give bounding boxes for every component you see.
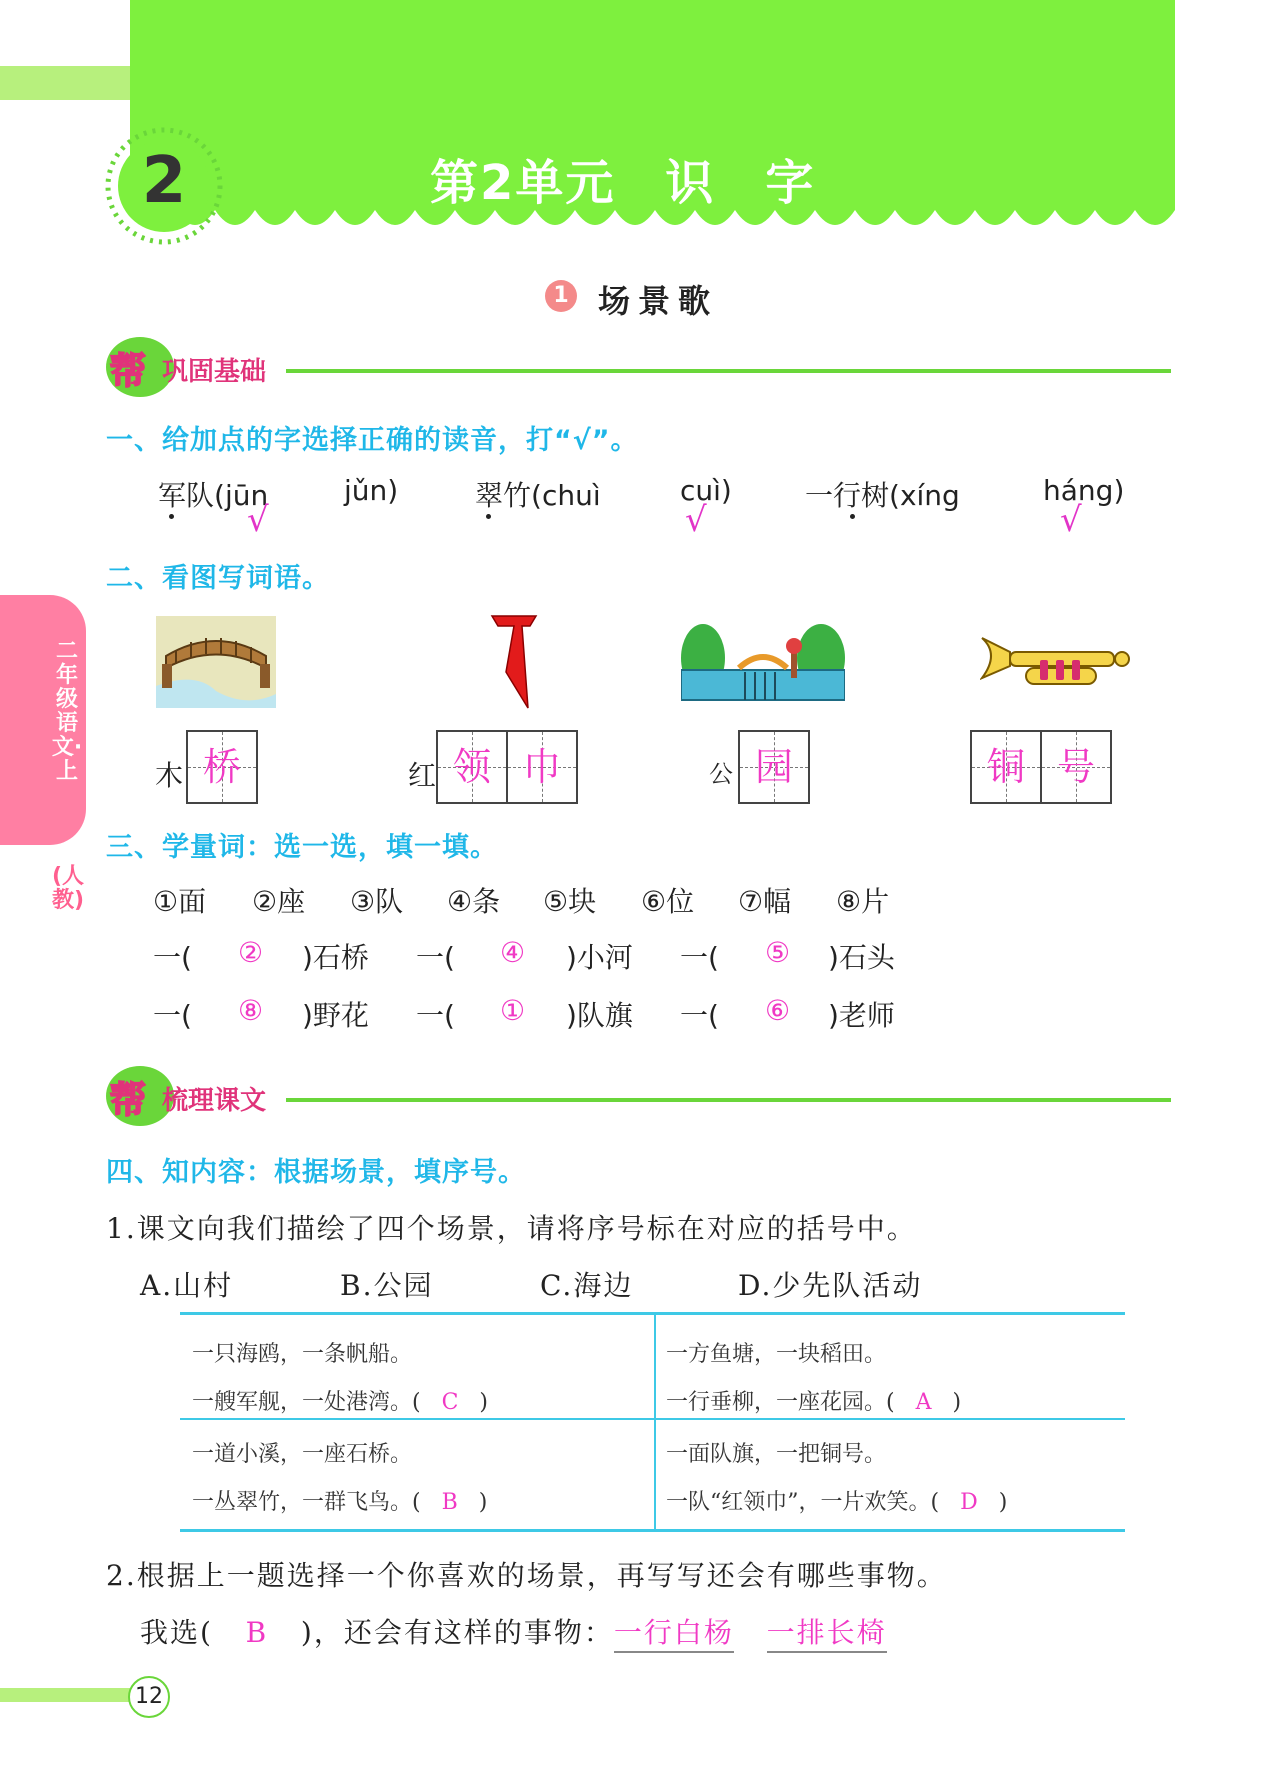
- section-bang-char: 帮: [110, 351, 147, 392]
- grid-cell[interactable]: 巾: [506, 732, 576, 802]
- scene-table: [180, 1312, 1125, 1532]
- grade-label: 二年级语文·上: [51, 639, 83, 784]
- word-prefix: 红: [408, 759, 437, 792]
- pinyin-word: 翠竹: [475, 479, 532, 512]
- section-divider: [286, 1098, 1171, 1102]
- fill-answer[interactable]: ①: [500, 994, 526, 1027]
- table-answer[interactable]: D: [960, 1490, 978, 1515]
- pinyin-option-a[interactable]: jūn: [224, 479, 269, 512]
- section-header-text-review: [106, 1066, 1171, 1126]
- answer-check-mark: √: [1060, 500, 1082, 540]
- park-picture: [681, 618, 845, 702]
- fill-answer[interactable]: ⑥: [765, 994, 791, 1027]
- fill-answer[interactable]: ⑤: [765, 936, 791, 969]
- fill-item-post: )石头: [828, 941, 895, 974]
- section-bang-char: 帮: [110, 1080, 147, 1121]
- measure-word-option: ③队: [350, 885, 404, 918]
- scene-choice: D.少先队活动: [738, 1269, 923, 1302]
- pinyin-item-2: 翠竹(chuì: [475, 479, 601, 512]
- question-2-title: 二、看图写词语。: [106, 563, 330, 594]
- table-divider: [180, 1418, 1125, 1420]
- fill-item-post: )小河: [566, 941, 633, 974]
- pinyin-item-3: 一行树(xíng: [805, 479, 960, 512]
- table-answer[interactable]: A: [915, 1390, 932, 1415]
- table-cell-line: 一只海鸥，一条帆船。: [192, 1342, 413, 1367]
- fill-answer[interactable]: ⑧: [238, 994, 264, 1027]
- fill-item-post: )石桥: [302, 941, 369, 974]
- pinyin-option-b[interactable]: cuì): [680, 474, 732, 507]
- question-1-title: 一、给加点的字选择正确的读音，打“√”。: [106, 425, 639, 456]
- pinyin-word: 一行树: [805, 479, 890, 512]
- written-answer-1[interactable]: 一行白杨: [614, 1616, 734, 1653]
- question-4-part-2: 2.根据上一题选择一个你喜欢的场景，再写写还会有哪些事物。: [106, 1559, 947, 1592]
- fill-item: 一(: [153, 999, 192, 1032]
- word-prefix: 木: [155, 759, 184, 792]
- word-prefix: 公: [709, 760, 733, 788]
- table-answer[interactable]: B: [441, 1490, 458, 1515]
- grid-cell[interactable]: 领: [438, 732, 506, 802]
- section-divider: [286, 369, 1171, 373]
- footer-strip: [0, 1688, 140, 1702]
- table-cell-line: 一队“红领巾”，一片欢笑。( D ): [666, 1490, 1008, 1515]
- measure-word-option: ⑧片: [836, 885, 890, 918]
- measure-word-option: ④条: [447, 885, 501, 918]
- scene-choice: C.海边: [540, 1269, 634, 1302]
- emphasis-dot: [486, 514, 491, 519]
- measure-word-option: ⑦幅: [738, 885, 792, 918]
- unit-number: 2: [141, 144, 187, 218]
- fill-answer[interactable]: ④: [500, 936, 526, 969]
- trumpet-picture: [980, 632, 1130, 692]
- fill-item-post: )老师: [828, 999, 895, 1032]
- table-cell-line: 一面队旗，一把铜号。: [666, 1442, 887, 1467]
- table-cell-line: 一方鱼塘，一块稻田。: [666, 1342, 887, 1367]
- pinyin-option-a[interactable]: chuì: [541, 479, 601, 512]
- lesson-title: 场景歌: [598, 282, 719, 320]
- section-label: 巩固基础: [162, 357, 267, 387]
- write-grid-3[interactable]: [738, 730, 810, 804]
- measure-word-option: ⑤块: [543, 885, 597, 918]
- edition-label: (人教): [52, 864, 85, 913]
- scene-choice: A.山村: [140, 1269, 234, 1302]
- scene-choice: B.公园: [340, 1269, 434, 1302]
- table-divider: [654, 1315, 656, 1529]
- answer-check-mark: √: [247, 500, 269, 540]
- bridge-picture: [156, 616, 276, 708]
- fill-item: 一(: [416, 999, 455, 1032]
- question-4-title: 四、知内容：根据场景，填序号。: [106, 1157, 526, 1188]
- pinyin-option-b[interactable]: jǔn): [344, 474, 399, 507]
- table-cell-line: 一丛翠竹，一群飞鸟。( B ): [192, 1490, 488, 1515]
- fill-item: 一(: [153, 941, 192, 974]
- grid-cell[interactable]: 号: [1040, 732, 1110, 802]
- grid-cell[interactable]: 园: [740, 732, 808, 802]
- table-cell-line: 一道小溪，一座石桥。: [192, 1442, 413, 1467]
- pinyin-item-1: 军队(jūn: [158, 479, 269, 512]
- section-label: 梳理课文: [162, 1086, 267, 1116]
- table-cell-line: 一艘军舰，一处港湾。( C ): [192, 1390, 488, 1415]
- measure-word-option: ⑥位: [641, 885, 695, 918]
- table-cell-line: 一行垂柳，一座花园。( A ): [666, 1390, 962, 1415]
- written-answer-2[interactable]: 一排长椅: [767, 1616, 887, 1653]
- chosen-scene-answer[interactable]: B: [245, 1616, 269, 1649]
- write-grid-1[interactable]: [186, 730, 258, 804]
- emphasis-dot: [850, 514, 855, 519]
- section-header-basics: [106, 337, 1171, 397]
- lesson-number: 1: [545, 280, 577, 312]
- page-number: 12: [128, 1676, 170, 1718]
- measure-word-option: ①面: [153, 885, 207, 918]
- write-grid-4[interactable]: [970, 730, 1112, 804]
- unit-title: 第2单元 识 字: [430, 155, 816, 211]
- fill-item-post: )队旗: [566, 999, 633, 1032]
- choice-sentence: 我选( B )，还会有这样的事物：一行白杨 一排长椅: [140, 1611, 887, 1651]
- fill-item: 一(: [680, 941, 719, 974]
- fill-item: 一(: [680, 999, 719, 1032]
- measure-word-option: ②座: [252, 885, 306, 918]
- write-grid-2[interactable]: [436, 730, 578, 804]
- pinyin-option-a[interactable]: xíng: [899, 479, 960, 512]
- question-3-title: 三、学量词：选一选，填一填。: [106, 832, 498, 863]
- fill-item-post: )野花: [302, 999, 369, 1032]
- fill-answer[interactable]: ②: [238, 936, 264, 969]
- grid-cell[interactable]: 桥: [188, 732, 256, 802]
- red-scarf-picture: [484, 612, 544, 712]
- emphasis-dot: [169, 514, 174, 519]
- pinyin-option-b[interactable]: háng): [1043, 474, 1125, 507]
- table-answer[interactable]: C: [441, 1390, 459, 1415]
- answer-check-mark: √: [685, 500, 707, 540]
- grid-cell[interactable]: 铜: [972, 732, 1040, 802]
- question-4-part-1: 1.课文向我们描绘了四个场景，请将序号标在对应的括号中。: [106, 1212, 917, 1245]
- fill-item: 一(: [416, 941, 455, 974]
- pinyin-word: 军队: [158, 479, 215, 512]
